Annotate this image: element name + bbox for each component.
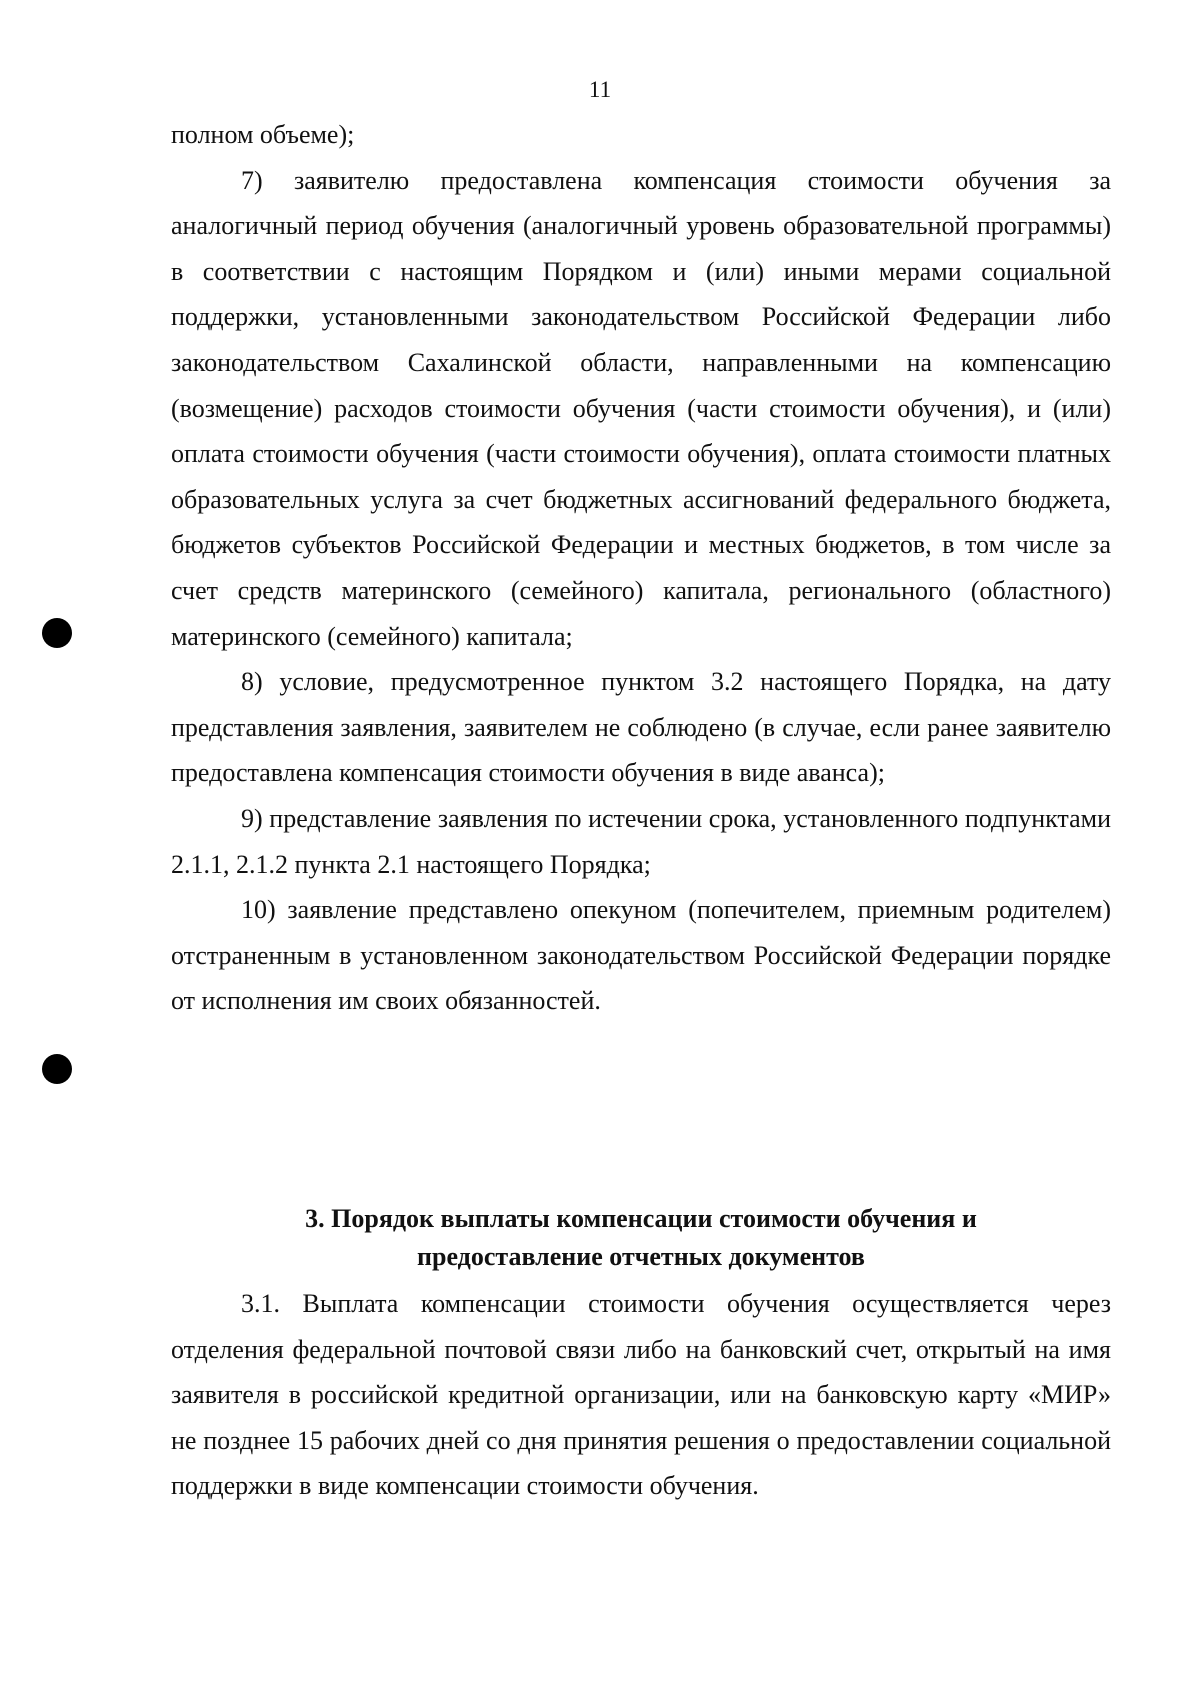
punch-hole-mark	[42, 618, 72, 648]
continuation-text: полном объеме);	[171, 120, 355, 149]
section-3-heading	[171, 1200, 1111, 1276]
text-block-grounds-for-refusal	[171, 112, 1111, 1024]
paragraph-3-1: 3.1. Выплата компенсации стоимости обучения осуществляется через отделения федеральной почтовой связи либо на банковский счет, открытый на имя заявителя в российской кредитной организации, или на банковскую карту «МИР» не позднее 15 рабочих дней со дня принятия решения о предоставлении социальной поддержки в виде компенсации стоимости обучения.	[171, 1289, 1111, 1501]
text-block-section-3	[171, 1281, 1111, 1509]
section-3-heading-line-1: 3. Порядок выплаты компенсации стоимости обучения и	[305, 1204, 977, 1233]
list-item-8: 8) условие, предусмотренное пунктом 3.2 настоящего Порядка, на дату представления заявления, заявителем не соблюдено (в случае, если ранее заявителю предоставлена компенсация стоимости обучения в виде аванса);	[171, 667, 1111, 788]
section-3-heading-line-2: предоставление отчетных документов	[417, 1242, 865, 1271]
list-item-10: 10) заявление представлено опекуном (попечителем, приемным родителем) отстраненным в установленном законодательством Российской Федерации порядке от исполнения им своих обязанностей.	[171, 895, 1111, 1016]
list-item-9: 9) представление заявления по истечении срока, установленного подпунктами 2.1.1, 2.1.2 пункта 2.1 настоящего Порядка;	[171, 803, 1111, 879]
punch-hole-mark	[42, 1054, 72, 1084]
list-item-7: 7) заявителю предоставлена компенсация стоимости обучения за аналогичный период обучения (аналогичный уровень образовательной программы) в соответствии с настоящим Порядком и (или) иными мерами социальной поддержки, установленными законодательством Российской Федерации либо законодательством Сахалинской области, направленными на компенсацию (возмещение) расходов стоимости обучения (части стоимости обучения), и (или) оплата стоимости обучения (части стоимости обучения), оплата стоимости платных образовательных услуга за счет бюджетных ассигнований федерального бюджета, бюджетов субъектов Российской Федерации и местных бюджетов, в том числе за счет средств материнского (семейного) капитала, регионального (областного) материнского (семейного) капитала;	[171, 165, 1111, 651]
page-number: 11	[588, 77, 612, 102]
